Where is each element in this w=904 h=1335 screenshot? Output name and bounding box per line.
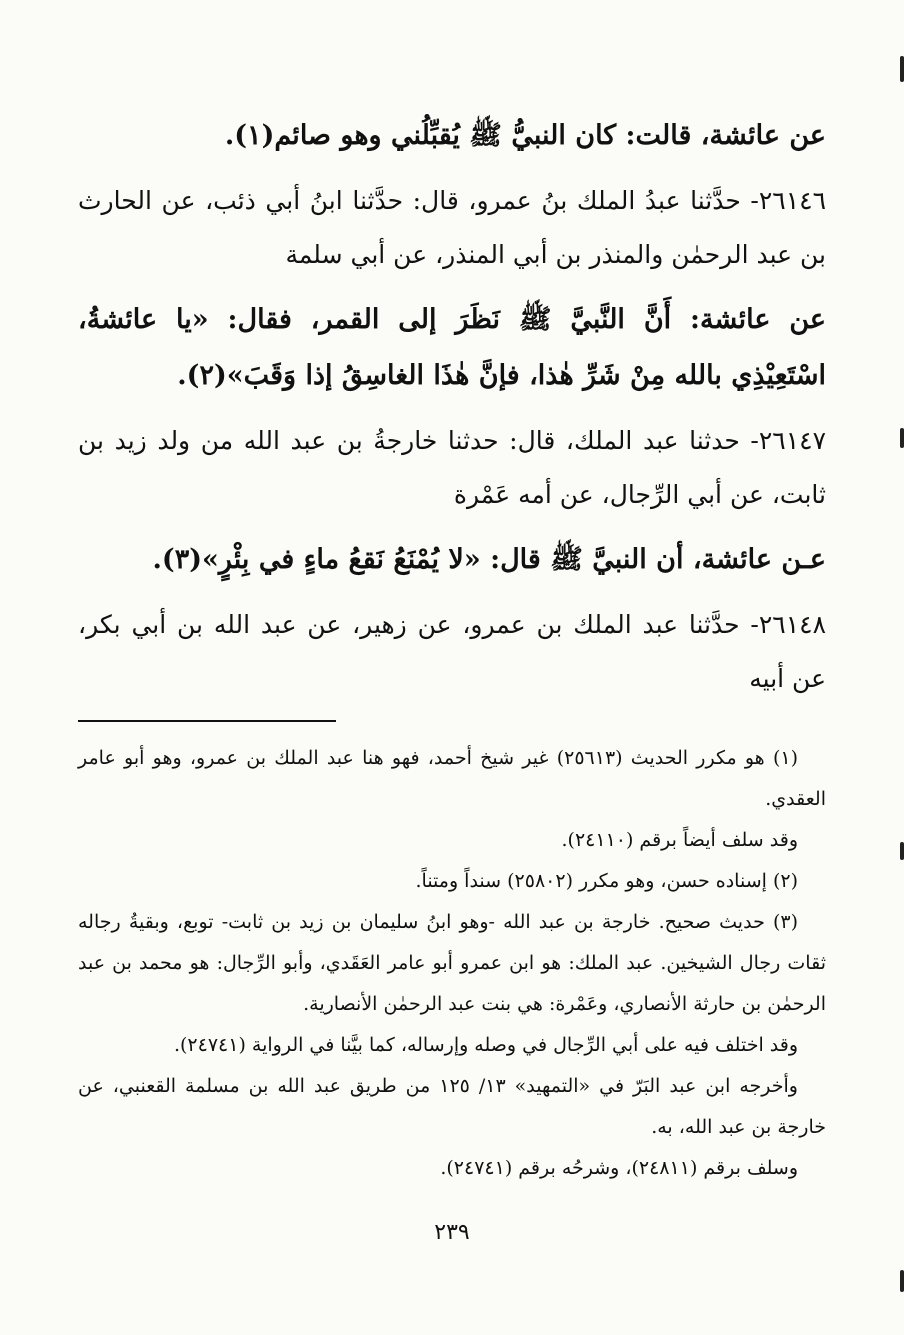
footnotes-section	[78, 738, 826, 1189]
hadith-text-3: عـن عائشة، أن النبيَّ ﷺ قال: «لا يُمْنَعُ نَقعُ ماءٍ في بِئْرٍ»(٣).	[152, 544, 826, 575]
footnote-2: (٢) إسناده حسن، وهو مكرر (٢٥٨٠٢) سنداً ومتناً.	[415, 870, 798, 892]
footnote-divider	[78, 720, 336, 722]
scan-edge-mark	[900, 842, 904, 860]
footnote-3-continuation-a: وقد اختلف فيه على أبي الرِّجال في وصله وإرساله، كما بيَّنا في الرواية (٢٤٧٤١).	[173, 1034, 798, 1056]
isnad-26148: ٢٦١٤٨- حدَّثنا عبد الملك بن عمرو، عن زهير، عن عبد الله بن أبي بكر، عن أبيه	[78, 610, 826, 693]
footnote-3-continuation-b: وأخرجه ابن عبد البَرّ في «التمهيد» ١٣/ ١٢٥ من طريق عبد الله بن مسلمة القعنبي، عن خارجة بن عبد الله، به.	[78, 1075, 826, 1138]
footnote-1: (١) هو مكرر الحديث (٢٥٦١٣) غير شيخ أحمد، فهو هنا عبد الملك بن عمرو، وهو أبو عامر العقدي.	[78, 747, 826, 810]
hadith-text-2: عن عائشة: أَنَّ النَّبيَّ ﷺ نَظَرَ إلى القمر، فقال: «يا عائشةُ، اسْتَعِيْذِي بالله مِنْ شَرِّ هٰذا، فإنَّ هٰذَا الغاسِقُ إذا وَقَبَ»(٢).	[78, 304, 826, 391]
footnote-3-continuation-c: وسلف برقم (٢٤٨١١)، وشرحُه برقم (٢٤٧٤١).	[440, 1157, 798, 1179]
scan-edge-mark	[900, 56, 904, 82]
isnad-26146: ٢٦١٤٦- حدَّثنا عبدُ الملك بنُ عمرو، قال: حدَّثنا ابنُ أبي ذئب، عن الحارث بن عبد الرحمٰن والمنذر بن أبي المنذر، عن أبي سلمة	[78, 186, 826, 269]
page-body	[78, 108, 826, 1189]
hadith-text-1: عن عائشة، قالت: كان النبيُّ ﷺ يُقبِّلُني وهو صائم(١).	[224, 120, 826, 151]
page-number: ٢٣٩	[434, 1220, 470, 1245]
footnote-3: (٣) حديث صحيح. خارجة بن عبد الله -وهو ابنُ سليمان بن زيد بن ثابت- توبع، وبقيةُ رجاله ثقات رجال الشيخين. عبد الملك: هو ابن عمرو أبو عامر العَقَدي، وأبو الرِّجال: هو محمد بن عبد الرحمٰن بن حارثة الأنصاري، وعَمْرة: هي بنت عبد الرحمٰن الأنصارية.	[78, 911, 826, 1015]
isnad-26147: ٢٦١٤٧- حدثنا عبد الملك، قال: حدثنا خارجةُ بن عبد الله من ولد زيد بن ثابت، عن أبي الرِّجال، عن أمه عَمْرة	[78, 426, 826, 509]
scan-edge-mark	[900, 1270, 904, 1292]
scan-edge-mark	[900, 428, 904, 448]
footnote-1-continuation: وقد سلف أيضاً برقم (٢٤١١٠).	[561, 829, 798, 851]
